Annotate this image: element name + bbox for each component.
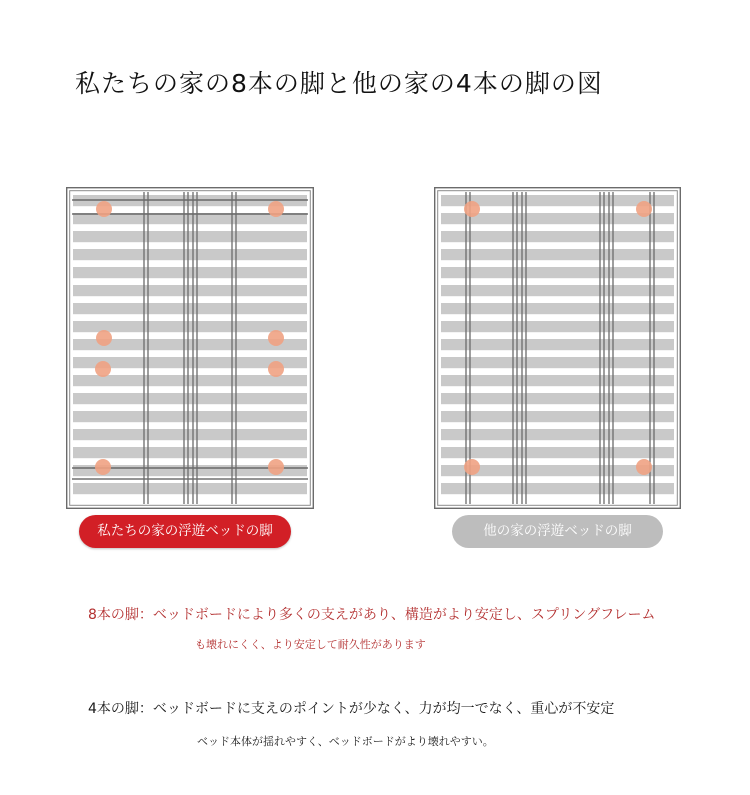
slat	[73, 303, 307, 314]
slat	[73, 447, 307, 458]
slats	[441, 195, 674, 494]
slat	[441, 285, 674, 296]
slat	[441, 375, 674, 386]
slat	[73, 321, 307, 332]
slat	[441, 429, 674, 440]
slat	[73, 285, 307, 296]
slat	[441, 447, 674, 458]
leg-dot	[96, 330, 112, 346]
leg-dot	[95, 459, 111, 475]
slat	[73, 393, 307, 404]
label-our-bed-legs: 私たちの家の浮遊ベッドの脚	[79, 515, 291, 548]
slat	[73, 231, 307, 242]
leg-dot	[268, 459, 284, 475]
leg-dot	[464, 459, 480, 475]
leg-dot	[464, 201, 480, 217]
slat	[441, 321, 674, 332]
bed-frame-four-legs	[434, 187, 681, 509]
slat	[73, 429, 307, 440]
slat	[441, 249, 674, 260]
leg-dot	[268, 361, 284, 377]
leg-dot	[636, 201, 652, 217]
leg-dot	[268, 330, 284, 346]
slat	[441, 483, 674, 494]
eight-legs-note-continued: も壊れにくく、より安定して耐久性があります	[195, 638, 426, 651]
label-other-bed-legs: 他の家の浮遊ベッドの脚	[452, 515, 663, 548]
bed-frame-eight-legs	[66, 187, 314, 509]
slat	[441, 357, 674, 368]
slat	[441, 393, 674, 404]
four-legs-note: 4本の脚：ベッドボードに支えのポイントが少なく、力が均一でなく、重心が不安定	[88, 701, 615, 717]
page-title: 私たちの家の8本の脚と他の家の4本の脚の図	[75, 69, 603, 98]
slat	[73, 375, 307, 386]
slat	[73, 249, 307, 260]
leg-dot	[95, 361, 111, 377]
slat	[441, 231, 674, 242]
slat	[441, 303, 674, 314]
eight-legs-note: 8本の脚：ベッドボードにより多くの支えがあり、構造がより安定し、スプリングフレーム	[88, 607, 656, 623]
slat	[73, 267, 307, 278]
slat	[73, 483, 307, 494]
slat	[441, 411, 674, 422]
slat	[441, 267, 674, 278]
slat	[73, 411, 307, 422]
slat	[441, 339, 674, 350]
four-legs-note-continued: ベッド本体が揺れやすく、ベッドボードがより壊れやすい。	[197, 735, 494, 748]
leg-dot	[268, 201, 284, 217]
leg-dot	[636, 459, 652, 475]
leg-dot	[96, 201, 112, 217]
